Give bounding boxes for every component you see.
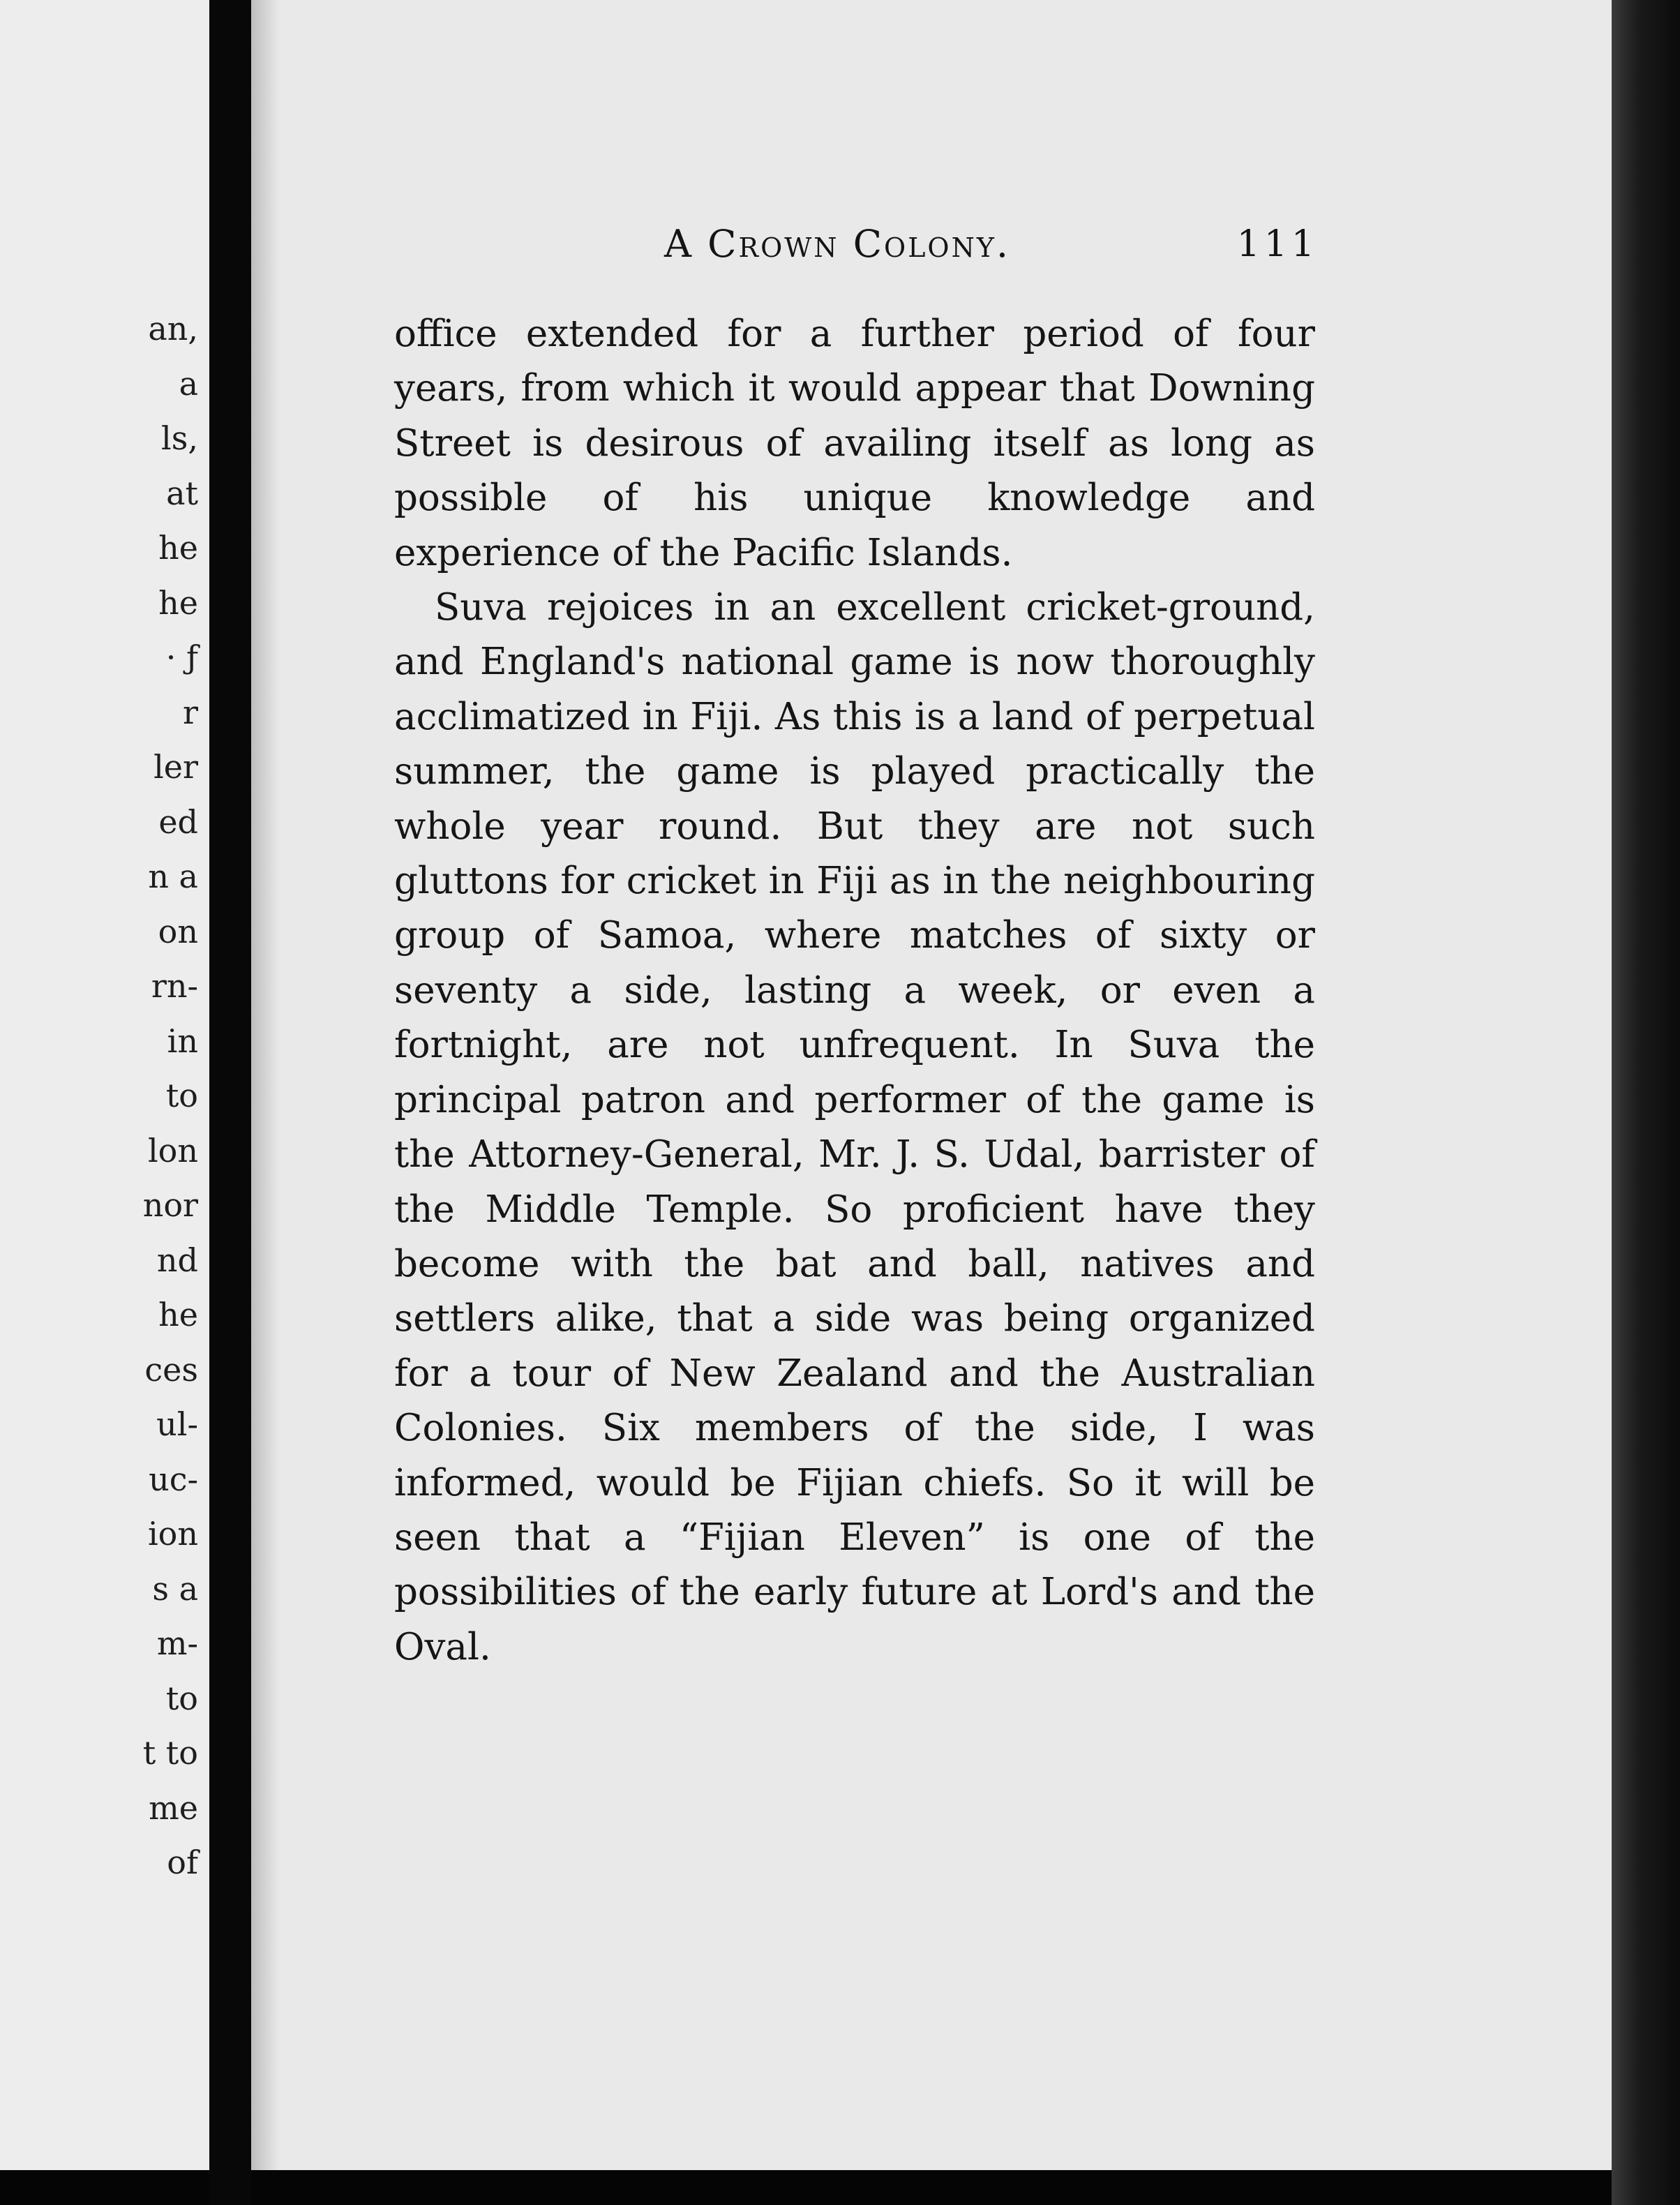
previous-page [0,0,209,2170]
previous-page-text-fragments: an, a ls, at he he · ƒ r ler ed n a on rn- in to lon nor nd he ces ul- uc- ion s a m- to t to me of [142,310,198,1881]
running-head [412,222,1319,278]
paragraph: office extended for a further period of four years, from which it would appear that Downing Street is desirous of availing itself as long as possible of his unique knowledge and experience of the Pacific Islands. [394,313,1315,574]
page-edge [1612,0,1680,2205]
paragraph: Suva rejoices in an excellent cricket-ground, and England's national game is now thoroughly acclimatized in Fiji. As this is a land of perpetual summer, the game is played practically the whole year round. But they are not such gluttons for cricket in Fiji as in the neighbouring group of Samoa, where matches of sixty or seventy a side, lasting a week, or even a fortnight, are not unfrequent. In Suva the principal patron and performer of the game is the Attorney-General, Mr. J. S. Udal, barrister of the Middle Temple. So proficient have they become with the bat and ball, natives and settlers alike, that a side was being organized for a tour of New Zealand and the Australian Colonies. Six members of the side, I was informed, would be Fijian chiefs. So it will be seen that a “Fijian Eleven” is one of the possibilities of the early future at Lord's and the Oval. [394,586,1315,1668]
page-shadow [251,0,279,2170]
page-number: 111 [1236,223,1319,265]
page-body [394,307,1315,1675]
running-title: A Crown Colony. [664,222,1011,266]
book-gutter [209,0,251,2205]
